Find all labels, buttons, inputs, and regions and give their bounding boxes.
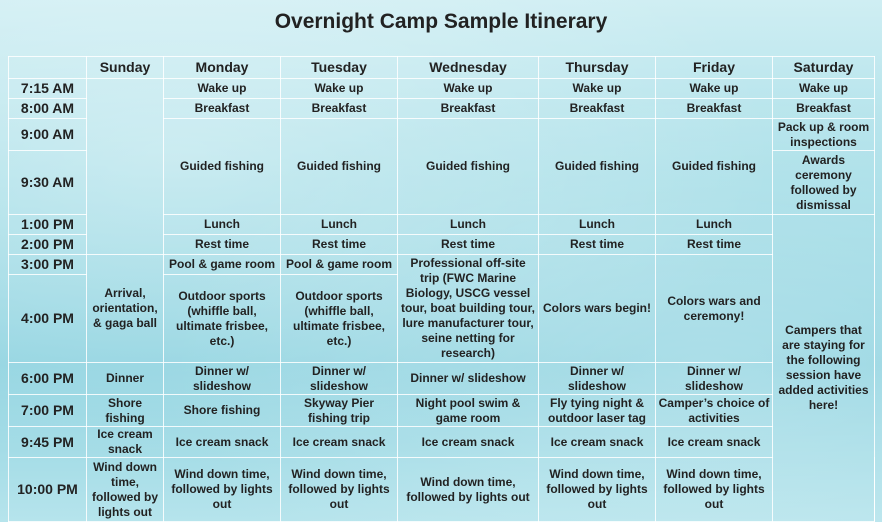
sunday-shore-fishing: Shore fishing xyxy=(87,395,164,427)
sunday-dinner: Dinner xyxy=(87,363,164,395)
cell-thursday-color-wars: Colors wars begin! xyxy=(539,255,656,363)
row-1800 xyxy=(9,363,875,395)
time-label: 4:00 PM xyxy=(9,275,87,363)
time-label: 1:00 PM xyxy=(9,215,87,235)
cell-rest-time: Rest time xyxy=(164,235,281,255)
cell-friday-evening: Camper’s choice of activities xyxy=(656,395,773,427)
cell-pool-game-room: Pool & game room xyxy=(281,255,398,275)
cell-thursday-evening: Fly tying night & outdoor laser tag xyxy=(539,395,656,427)
cell-dinner: Dinner w/ slideshow xyxy=(281,363,398,395)
day-header-friday: Friday xyxy=(656,57,773,79)
cell-friday-color-wars: Colors wars and ceremony! xyxy=(656,255,773,363)
cell-breakfast: Breakfast xyxy=(539,99,656,119)
cell-lunch: Lunch xyxy=(656,215,773,235)
time-label: 7:15 AM xyxy=(9,79,87,99)
time-label: 10:00 PM xyxy=(9,458,87,522)
day-header-saturday: Saturday xyxy=(773,57,875,79)
cell-ice-cream: Ice cream snack xyxy=(281,427,398,458)
cell-wind-down: Wind down time, followed by lights out xyxy=(539,458,656,522)
sunday-ice-cream: Ice cream snack xyxy=(87,427,164,458)
cell-guided-fishing: Guided fishing xyxy=(164,119,281,215)
row-2200 xyxy=(9,458,875,522)
itinerary-table xyxy=(8,56,875,522)
cell-breakfast: Breakfast xyxy=(164,99,281,119)
cell-guided-fishing: Guided fishing xyxy=(398,119,539,215)
cell-dinner: Dinner w/ slideshow xyxy=(164,363,281,395)
time-label: 9:45 PM xyxy=(9,427,87,458)
cell-wake-up: Wake up xyxy=(398,79,539,99)
cell-ice-cream: Ice cream snack xyxy=(656,427,773,458)
cell-ice-cream: Ice cream snack xyxy=(398,427,539,458)
cell-tuesday-evening: Skyway Pier fishing trip xyxy=(281,395,398,427)
row-1900 xyxy=(9,395,875,427)
cell-lunch: Lunch xyxy=(164,215,281,235)
day-header-thursday: Thursday xyxy=(539,57,656,79)
cell-wednesday-evening: Night pool swim & game room xyxy=(398,395,539,427)
time-label: 9:30 AM xyxy=(9,151,87,215)
cell-rest-time: Rest time xyxy=(398,235,539,255)
cell-ice-cream: Ice cream snack xyxy=(164,427,281,458)
cell-breakfast: Breakfast xyxy=(656,99,773,119)
time-label: 9:00 AM xyxy=(9,119,87,151)
cell-ice-cream: Ice cream snack xyxy=(539,427,656,458)
cell-wake-up: Wake up xyxy=(539,79,656,99)
cell-lunch: Lunch xyxy=(281,215,398,235)
day-header-tuesday: Tuesday xyxy=(281,57,398,79)
cell-wake-up: Wake up xyxy=(164,79,281,99)
cell-dinner: Dinner w/ slideshow xyxy=(398,363,539,395)
cell-breakfast: Breakfast xyxy=(398,99,539,119)
day-header-sunday: Sunday xyxy=(87,57,164,79)
cell-wednesday-offsite-trip: Professional off-site trip (FWC Marine Biology, USCG vessel tour, boat building tour, lure manufacturer tour, seine netting for research) xyxy=(398,255,539,363)
page-title: Overnight Camp Sample Itinerary xyxy=(274,10,608,33)
cell-monday-evening: Shore fishing xyxy=(164,395,281,427)
cell-saturday-pack-up: Pack up & room inspections xyxy=(773,119,875,151)
cell-guided-fishing: Guided fishing xyxy=(656,119,773,215)
time-label: 7:00 PM xyxy=(9,395,87,427)
cell-outdoor-sports: Outdoor sports (whiffle ball, ultimate frisbee, etc.) xyxy=(164,275,281,363)
cell-dinner: Dinner w/ slideshow xyxy=(656,363,773,395)
sunday-empty xyxy=(87,79,164,255)
cell-rest-time: Rest time xyxy=(539,235,656,255)
cell-rest-time: Rest time xyxy=(281,235,398,255)
time-label: 6:00 PM xyxy=(9,363,87,395)
cell-wind-down: Wind down time, followed by lights out xyxy=(164,458,281,522)
day-header-monday: Monday xyxy=(164,57,281,79)
cell-outdoor-sports: Outdoor sports (whiffle ball, ultimate frisbee, etc.) xyxy=(281,275,398,363)
cell-breakfast: Breakfast xyxy=(281,99,398,119)
row-0715 xyxy=(9,79,875,99)
time-label: 3:00 PM xyxy=(9,255,87,275)
sunday-wind-down: Wind down time, followed by lights out xyxy=(87,458,164,522)
cell-saturday-breakfast: Breakfast xyxy=(773,99,875,119)
cell-wind-down: Wind down time, followed by lights out xyxy=(398,458,539,522)
cell-guided-fishing: Guided fishing xyxy=(281,119,398,215)
cell-saturday-wake-up: Wake up xyxy=(773,79,875,99)
row-1500 xyxy=(9,255,875,275)
header-row xyxy=(9,57,875,79)
cell-lunch: Lunch xyxy=(539,215,656,235)
cell-pool-game-room: Pool & game room xyxy=(164,255,281,275)
cell-saturday-staying: Campers that are staying for the following session have added activities here! xyxy=(773,215,875,522)
cell-guided-fishing: Guided fishing xyxy=(539,119,656,215)
corner-cell xyxy=(9,57,87,79)
cell-saturday-awards: Awards ceremony followed by dismissal xyxy=(773,151,875,215)
cell-wake-up: Wake up xyxy=(281,79,398,99)
cell-wake-up: Wake up xyxy=(656,79,773,99)
cell-wind-down: Wind down time, followed by lights out xyxy=(656,458,773,522)
time-label: 2:00 PM xyxy=(9,235,87,255)
cell-rest-time: Rest time xyxy=(656,235,773,255)
time-label: 8:00 AM xyxy=(9,99,87,119)
day-header-wednesday: Wednesday xyxy=(398,57,539,79)
cell-lunch: Lunch xyxy=(398,215,539,235)
cell-wind-down: Wind down time, followed by lights out xyxy=(281,458,398,522)
sunday-arrival: Arrival, orientation, & gaga ball xyxy=(87,255,164,363)
cell-dinner: Dinner w/ slideshow xyxy=(539,363,656,395)
row-2145 xyxy=(9,427,875,458)
